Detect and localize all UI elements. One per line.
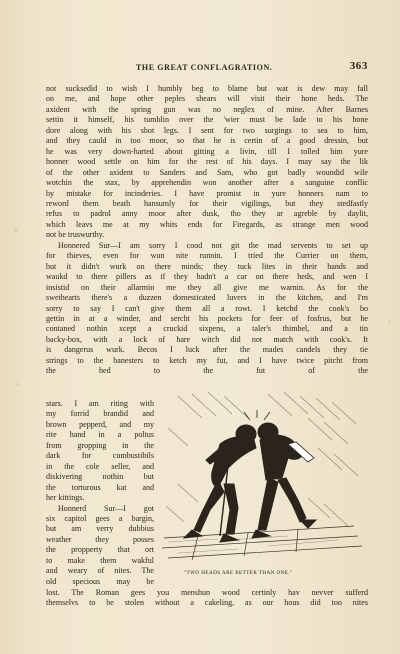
text-line: on me, and hope other peples shears will visit their hone heds. The <box>46 94 368 104</box>
text-line: sorry to say I can't give them all a rowt. I ketchd the cook's bo <box>46 303 368 313</box>
text-line: settin it himself, his tumblin over the 'wier must be lade to his hone <box>46 115 368 125</box>
text-line: old specious may be <box>46 576 154 586</box>
text-line: he was very down-harted about gitting a livin, till I tolled him yure <box>46 146 368 156</box>
foxing-spot <box>388 320 391 323</box>
illustration-caption: "TWO HEADS ARE BETTER THAN ONE." <box>184 570 293 576</box>
text-line: by mistake for incinderies. I have promist in yure honners nam to <box>46 188 368 198</box>
text-line: honner wood settle on him for the rest of his days. I may say the lik <box>46 157 368 167</box>
text-line: the torturous kat and <box>46 482 154 492</box>
text-line: Honnerd Sur—I got <box>58 503 154 513</box>
text-line: brown pepperd, and my <box>46 419 154 429</box>
text-line: rite hand in a poltus <box>46 430 154 440</box>
text-line: diskivering nothin but <box>46 472 154 482</box>
engraving-two-men-colliding-heads-icon <box>158 388 368 568</box>
text-line: dore along with his shot legs. I sent for two surgings to sea to him, <box>46 125 368 135</box>
text-line: which leavs me at my whits ends for Firegards, as strange men wood <box>46 219 368 229</box>
text-line: my forrid brandid and <box>46 409 154 419</box>
foxing-spot <box>14 228 18 232</box>
text-line: but it didn't wurk on there minds; they tuck lites in their hands and <box>46 261 368 271</box>
body-text-bottom <box>46 588 368 609</box>
text-line: dark for cumbustibils <box>46 451 154 461</box>
page-number: 363 <box>349 60 368 72</box>
text-line: and weary of nites. The <box>46 566 154 576</box>
text-line: six capitol gees a bargin, <box>46 513 154 523</box>
text-line: Honnered Sur—I am sorry I cood not git the mad servents to set up <box>58 240 368 250</box>
text-line: wotchin the stax, by apprehendin won another after a sanguine conflic <box>46 178 368 188</box>
text-line: waukd to there pillers as if they hadn't a car on there heds, and wen I <box>46 272 368 282</box>
text-line: from gropping in the <box>46 440 154 450</box>
foxing-spot <box>16 383 19 386</box>
text-line: her kittings. <box>46 493 85 503</box>
text-line: backy-box, with a lock of hare witch did not match with cook's. It <box>46 334 368 344</box>
text-line: the propperty that ort <box>46 545 154 555</box>
text-line: stars. I am riting with <box>46 399 154 408</box>
text-line: refus to padrol anny moor after dusk, tho they ar agreble by daylit, <box>46 209 368 219</box>
running-header <box>46 62 368 74</box>
body-text-top <box>46 84 368 377</box>
text-line: reword them beath hansumly for their vigilings, but they stedfastly <box>46 198 368 208</box>
text-line: swethearts there's a duzzen domesticated luvers in the kitchen, and I'm <box>46 293 368 303</box>
text-line: themselvs to be stolen without a cakeling, as our hous did too nites <box>46 598 368 608</box>
text-line: lost. The Roman gees you menshun wood certinly hav nevver sufferd <box>46 588 368 597</box>
text-line: the hed to the fut of the <box>46 366 368 376</box>
text-line: not sucksedid to wish I humbly beg to blame but wat is dew may fall <box>46 84 368 93</box>
text-line: insistid on their allarmin me they all give me warnin. As for the <box>46 282 368 292</box>
illustration <box>158 388 368 568</box>
text-line: and they cauld in too moor, so that he is certin of a good dressin, but <box>46 136 368 146</box>
body-text-wrap-column <box>46 399 154 587</box>
text-line: weather they posses <box>46 534 154 544</box>
text-line: to make them wakful <box>46 555 154 565</box>
text-line: strings to the banesters to ketch my fut, and I have twice pitcht from <box>46 355 368 365</box>
text-line: but am verry dubbius <box>46 524 154 534</box>
text-line: axident with the spring gun was no neglex of mine. After Barnes <box>46 104 368 114</box>
text-line: contaned nothin xcept a cruckid sixpens, a taler's thimbel, and a tin <box>46 324 368 334</box>
text-line: for thieves, even for wun nite runnin. I tried the Currier on them, <box>46 251 368 261</box>
text-line: gettin in at a winder, and sercht his pockets for feer of fosfrus, but he <box>46 313 368 323</box>
text-line: in the cole seller, and <box>46 461 154 471</box>
text-line: not be truswurthy. <box>46 230 105 240</box>
text-line: of the other axident to Sanders and Sam, who got badly woundid wile <box>46 167 368 177</box>
text-line: is dangerus wurk. Becos I luck after the mades candels they tie <box>46 345 368 355</box>
running-title: THE GREAT CONFLAGRATION. <box>136 63 273 72</box>
